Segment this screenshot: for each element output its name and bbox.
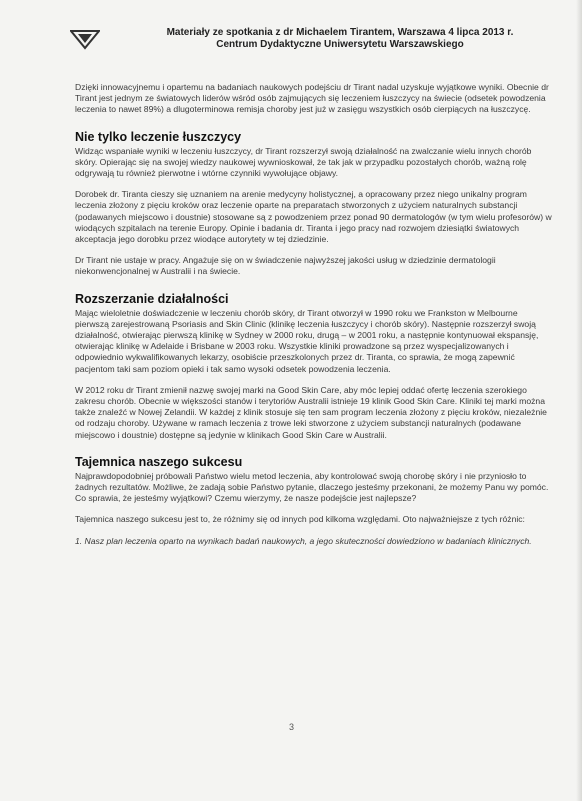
section-heading-3: Tajemnica naszego sukcesu xyxy=(75,454,243,469)
page-header xyxy=(120,27,560,51)
page-number: 3 xyxy=(289,722,295,732)
section-heading-2: Rozszerzanie działalności xyxy=(75,291,229,306)
header-line-2: Centrum Dydaktyczne Uniwersytetu Warszawskiego xyxy=(216,39,464,50)
section-2-paragraph-2: W 2012 roku dr Tirant zmienił nazwę swojej marki na Good Skin Care, aby móc lepiej oddać ofertę leczenia szerokiego zakresu chorób. Obecnie w większości stanów i terytoriów Australii istnieje 19 klinik Good Skin Care. Kliniki tej marki można także znaleźć w Nowej Zelandii. W każdej z klinik stosuje się ten sam program leczenia złożony z pięciu kroków, niezależnie od rodzaju choroby. Używane w ramach leczenia z trowe leki stworzone z użyciem substancji naturalnych (podawane miejscowo i doustnie) dostępne są jedynie w klinikach Good Skin Care w Australii. xyxy=(75,384,547,440)
page-edge-shadow xyxy=(576,0,582,801)
document-body xyxy=(75,82,553,557)
section-1-paragraph-1: Widząc wspaniałe wyniki w leczeniu łuszczycy, dr Tirant rozszerzył swoją działalność na zwalczanie wielu innych chorób skóry. Opierając się na swojej wiedzy naukowej wywnioskował, że tak jak w przypadku pozostałych chorób, ważną rolę odgrywają tu również pierwotne i wtórne czynniki wywołujące objawy. xyxy=(75,145,532,179)
section-3-paragraph-2: Tajemnica naszego sukcesu jest to, że różnimy się od innych pod kilkoma względami. Oto najważniejsze z tych różnic: xyxy=(75,514,525,525)
header-line-1: Materiały ze spotkania z dr Michaelem Tirantem, Warszawa 4 lipca 2013 r. xyxy=(166,27,514,38)
section-heading-1: Nie tylko leczenie łuszczycy xyxy=(75,129,242,144)
intro-paragraph: Dzięki innowacyjnemu i opartemu na badaniach naukowych podejściu dr Tirant nadal uzyskuje wyjątkowe wyniki. Obecnie dr Tirant jest jednym ze światowych liderów wśród osób zajmujących się leczeniem łuszczycy na świecie (odsetek powodzenia leczenia to nawet 89%) a dlugoterminowa remisja choroby jest już w zasięgu wszystkich osób cierpiących na łuszczycę. xyxy=(75,82,549,115)
section-1-paragraph-3: Dr Tirant nie ustaje w pracy. Angażuje się on w świadczenie najwyższej jakości usług w dziedzinie dermatologii niekonwencjonalnej w Australii i na świecie. xyxy=(75,255,496,277)
publisher-logo-icon xyxy=(70,28,100,50)
section-3-list-item-1: 1. Nasz plan leczenia oparto na wynikach badań naukowych, a jego skuteczności dowiedziono w badaniach klinicznych. xyxy=(75,535,532,546)
section-3-paragraph-1: Najprawdopodobniej próbowali Państwo wielu metod leczenia, aby kontrolować swoją chorobę skóry i nie przyniosło to żadnych rezultatów. Możliwe, że zadają sobie Państwo pytanie, dlaczego jesteśmy przekonani, że możemy Panu wy pomóc. Co sprawia, że jesteśmy wyjątkowi? Czemu wierzymy, że nasze podejście jest najlepsze? xyxy=(75,470,549,504)
section-2-paragraph-1: Mając wieloletnie doświadczenie w leczeniu chorób skóry, dr Tirant otworzył w 1990 roku we Frankston w Melbourne pierwszą zarejestrowaną Psoriasis and Skin Clinic (klinikę leczenia łuszczycy i chorób skóry). Następnie rozszerzył swoją działalność, otwierając pierwszą klinikę w Sydney w 2000 roku, drugą – w 2001 roku, a następnie kontynuował ekspansję, otwierając klinikę w Adelaide i Brisbane w 2003 roku. Wszystkie kliniki prowadzone są przez wyspecjalizowanych i odpowiednio wykwalifikowanych lekarzy, osobiście przeszkolonych przez dr. Tiranta, co sprawia, że mogą zapewnić pacjentom taki sam poziom opieki i tak samo wysoki odsetek powodzenia leczenia. xyxy=(75,307,539,374)
section-1-paragraph-2: Dorobek dr. Tiranta cieszy się uznaniem na arenie medycyny holistycznej, a opracowany przez niego unikalny program leczenia złożony z pięciu kroków oraz leczenie oparte na preparatach stworzonych z użyciem naturalnych substancji (podawanych miejscowo i doustnie) stosowane są z powodzeniem przez ponad 90 dermatologów (w tym wielu profesorów) w wiodących szpitalach na terenie Europy. Opinie i badania dr. Tiranta i jego pracy nad rozwojem dziesiątki światowych akceptacja jego dorobku przez wiodące autorytety w tej dziedzinie. xyxy=(75,189,552,245)
